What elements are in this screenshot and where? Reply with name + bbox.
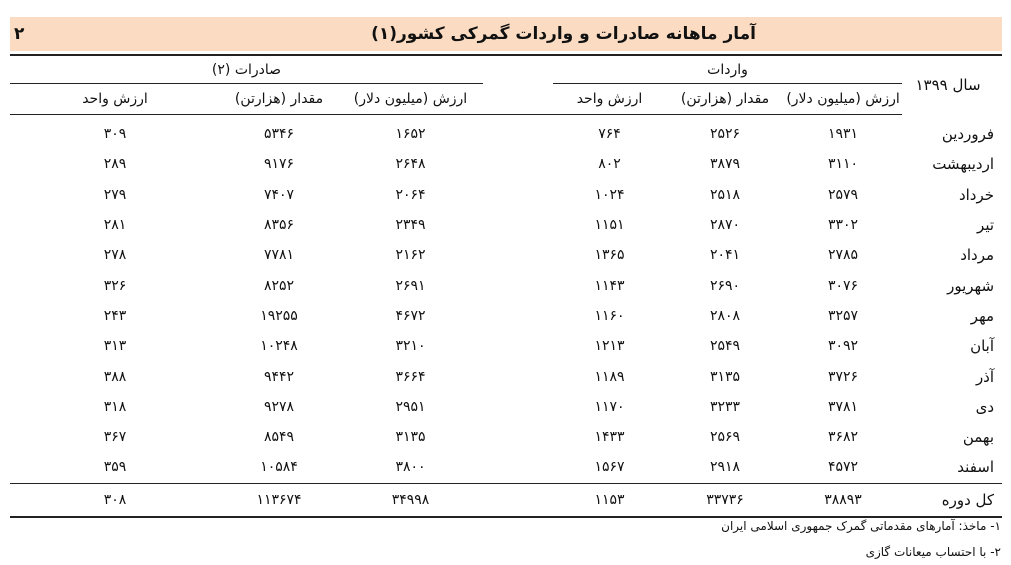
exports-group-header: صادرات (۲) <box>10 55 483 84</box>
total-imports-quantity: ۳۳۷۳۶ <box>666 483 784 517</box>
month-label: شهریور <box>947 276 995 295</box>
imports-quantity: ۳۱۳۵ <box>709 368 741 385</box>
imports-quantity: ۲۰۴۱ <box>709 247 741 264</box>
exports-unit-value-header: ارزش واحد <box>10 84 220 115</box>
month-label: فروردین <box>941 124 995 143</box>
exports-quantity: ۷۷۸۱ <box>263 247 295 264</box>
imports-unit-value: ۷۶۴ <box>598 126 621 143</box>
total-exports-value: ۳۴۹۹۸ <box>338 483 483 517</box>
exports-quantity: ۷۴۰۷ <box>263 186 295 203</box>
exports-unit-value: ۳۰۹ <box>103 126 127 143</box>
exports-unit-value: ۲۸۹ <box>103 156 127 173</box>
total-row <box>10 483 1002 517</box>
month-label: مهر <box>970 306 995 325</box>
exports-value-header: ارزش (میلیون دلار) <box>338 84 483 115</box>
exports-unit-value: ۲۸۱ <box>103 217 127 234</box>
exports-value: ۲۹۵۱ <box>395 398 426 415</box>
imports-value: ۲۵۷۹ <box>827 186 859 203</box>
imports-value: ۳۶۸۲ <box>827 429 859 446</box>
imports-quantity-header: مقدار (هزارتن) <box>666 84 784 115</box>
exports-value: ۲۱۶۲ <box>395 247 426 264</box>
imports-value: ۲۷۸۵ <box>827 247 859 264</box>
page-number: ۲ <box>14 24 25 44</box>
exports-value: ۲۶۴۸ <box>395 156 426 173</box>
table-row <box>10 240 1002 270</box>
total-imports-value: ۳۸۸۹۳ <box>784 483 902 517</box>
table-row <box>10 331 1002 361</box>
imports-unit-value: ۱۵۶۷ <box>594 459 625 476</box>
exports-value: ۴۶۷۲ <box>395 307 426 324</box>
imports-group-header: واردات <box>553 55 902 84</box>
table-row <box>10 149 1002 179</box>
total-exports-unit-value: ۳۰۸ <box>10 483 220 517</box>
exports-quantity: ۵۳۴۶ <box>263 126 295 143</box>
row-header-year: سال ۱۳۹۹ <box>902 55 1002 115</box>
table-row <box>10 115 1002 150</box>
imports-unit-value: ۱۰۲۴ <box>594 186 625 203</box>
exports-value: ۳۶۶۴ <box>395 368 426 385</box>
imports-value: ۳۷۸۱ <box>827 398 859 415</box>
exports-unit-value: ۳۲۶ <box>103 277 127 294</box>
exports-value: ۲۳۴۹ <box>395 217 426 234</box>
exports-unit-value: ۲۷۹ <box>103 186 127 203</box>
imports-value: ۳۷۲۶ <box>827 368 859 385</box>
imports-value: ۳۲۵۷ <box>827 307 859 324</box>
table-row <box>10 301 1002 331</box>
exports-unit-value: ۳۱۳ <box>103 338 127 355</box>
month-label: بهمن <box>962 428 995 447</box>
exports-value: ۱۶۵۲ <box>395 126 426 143</box>
footnote-source: ۱- ماخذ: آمارهای مقدماتی گمرک جمهوری اسلامی ایران <box>721 519 1001 533</box>
imports-unit-value: ۱۱۴۳ <box>594 277 625 294</box>
imports-quantity: ۲۹۱۸ <box>709 459 741 476</box>
table-row <box>10 452 1002 483</box>
imports-value: ۳۳۰۲ <box>827 217 859 234</box>
exports-quantity: ۹۴۴۲ <box>263 368 295 385</box>
imports-unit-value: ۱۴۳۳ <box>594 429 625 446</box>
table-title: آمار ماهانه صادرات و واردات گمرکی کشور(۱) <box>371 24 756 44</box>
exports-unit-value: ۲۷۸ <box>103 247 127 264</box>
total-imports-unit-value: ۱۱۵۳ <box>553 483 666 517</box>
exports-unit-value: ۳۸۸ <box>103 368 127 385</box>
month-label: مرداد <box>960 246 995 265</box>
exports-value: ۲۶۹۱ <box>395 277 426 294</box>
imports-quantity: ۲۵۶۹ <box>709 429 741 446</box>
exports-unit-value: ۳۶۷ <box>103 429 127 446</box>
trade-statistics-table <box>10 54 1002 518</box>
month-label: دی <box>975 397 995 416</box>
imports-value: ۳۰۷۶ <box>827 277 859 294</box>
exports-value: ۲۰۶۴ <box>395 186 426 203</box>
exports-unit-value: ۳۵۹ <box>103 459 127 476</box>
imports-value: ۳۱۱۰ <box>827 156 859 173</box>
imports-quantity: ۲۸۷۰ <box>709 217 741 234</box>
imports-quantity: ۲۵۴۹ <box>709 338 741 355</box>
exports-value: ۳۲۱۰ <box>395 338 426 355</box>
imports-unit-value-header: ارزش واحد <box>553 84 666 115</box>
imports-unit-value: ۱۳۶۵ <box>594 247 625 264</box>
month-label: آذر <box>975 367 995 386</box>
exports-quantity: ۸۲۵۲ <box>263 277 295 294</box>
imports-unit-value: ۱۱۶۰ <box>594 307 625 324</box>
imports-quantity: ۲۶۹۰ <box>709 277 741 294</box>
exports-quantity: ۹۲۷۸ <box>263 398 295 415</box>
imports-value: ۳۰۹۲ <box>827 338 859 355</box>
exports-quantity: ۸۵۴۹ <box>263 429 295 446</box>
exports-value: ۳۱۳۵ <box>395 429 426 446</box>
month-label: آبان <box>970 337 995 356</box>
total-exports-quantity: ۱۱۳۶۷۴ <box>220 483 338 517</box>
month-label: خرداد <box>958 185 995 204</box>
imports-quantity: ۲۵۲۶ <box>709 126 741 143</box>
exports-value: ۳۸۰۰ <box>395 459 426 476</box>
table-row <box>10 392 1002 422</box>
exports-unit-value: ۳۱۸ <box>103 398 127 415</box>
imports-unit-value: ۸۰۲ <box>598 156 621 173</box>
exports-quantity-header: مقدار (هزارتن) <box>220 84 338 115</box>
exports-unit-value: ۲۴۳ <box>103 307 127 324</box>
table-row <box>10 210 1002 240</box>
exports-quantity: ۱۰۵۸۴ <box>260 459 298 476</box>
footnote-gas-condensate: ۲- با احتساب میعانات گازی <box>865 545 1001 559</box>
table-row <box>10 361 1002 391</box>
exports-quantity: ۸۳۵۶ <box>263 217 295 234</box>
month-label: تیر <box>977 216 995 235</box>
table-row <box>10 422 1002 452</box>
table-row <box>10 270 1002 300</box>
imports-unit-value: ۱۱۸۹ <box>594 368 625 385</box>
imports-value-header: ارزش (میلیون دلار) <box>784 84 902 115</box>
exports-quantity: ۹۱۷۶ <box>263 156 295 173</box>
month-label: اردیبهشت <box>932 155 995 174</box>
imports-quantity: ۲۸۰۸ <box>709 307 741 324</box>
imports-unit-value: ۱۱۵۱ <box>594 217 625 234</box>
exports-quantity: ۱۰۲۴۸ <box>260 338 298 355</box>
exports-quantity: ۱۹۲۵۵ <box>260 307 298 324</box>
footnotes <box>721 513 1001 565</box>
imports-quantity: ۲۵۱۸ <box>709 186 741 203</box>
imports-value: ۴۵۷۲ <box>827 459 859 476</box>
imports-unit-value: ۱۱۷۰ <box>594 398 625 415</box>
month-label: اسفند <box>957 458 995 477</box>
imports-value: ۱۹۳۱ <box>827 126 859 143</box>
total-label: کل دوره <box>902 483 1002 517</box>
imports-quantity: ۳۲۳۳ <box>709 398 741 415</box>
table-row <box>10 180 1002 210</box>
imports-unit-value: ۱۲۱۳ <box>594 338 625 355</box>
imports-quantity: ۳۸۷۹ <box>709 156 741 173</box>
